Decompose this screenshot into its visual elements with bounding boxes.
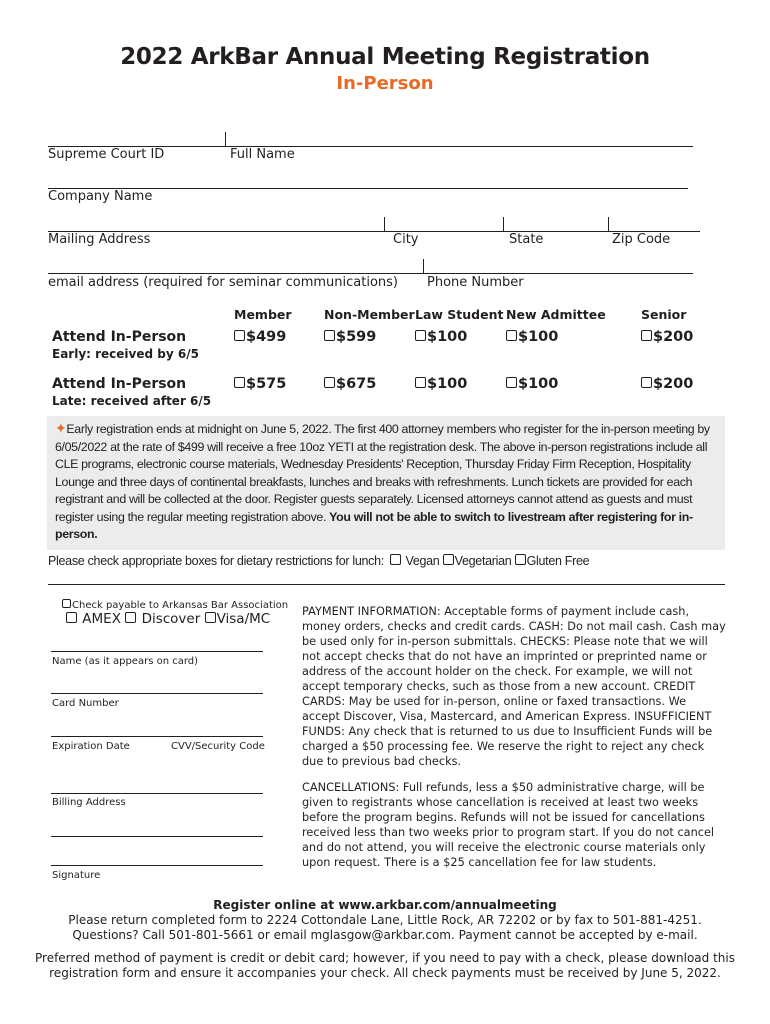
email-label: email address (required for seminar communications) xyxy=(48,275,398,290)
billing-address-label: Billing Address xyxy=(52,797,126,808)
field-divider xyxy=(384,217,385,231)
price-option[interactable]: $599 xyxy=(324,329,376,345)
row-note-late: Late: received after 6/5 xyxy=(52,394,212,408)
row-note-early: Early: received by 6/5 xyxy=(52,347,199,361)
price-option[interactable]: $100 xyxy=(506,329,558,345)
price-option[interactable]: $200 xyxy=(641,329,693,345)
checkbox-icon xyxy=(443,554,454,565)
diet-option-gluten-free[interactable]: Gluten Free xyxy=(515,554,590,568)
star-icon: ✦ xyxy=(55,420,67,436)
full-name-label: Full Name xyxy=(230,147,295,162)
expiration-cvv-field[interactable] xyxy=(51,736,263,737)
preferred-payment-text-1: Preferred method of payment is credit or debit card; however, if you need to pay with a check, please download this xyxy=(35,951,735,965)
return-form-text: Please return completed form to 2224 Cottondale Lane, Little Rock, AR 72202 or by fax to 501-881-4251. xyxy=(68,913,702,927)
section-divider xyxy=(48,584,725,585)
checkbox-icon xyxy=(234,330,245,341)
row-label-late: Attend In-Person xyxy=(52,376,187,392)
checkbox-icon xyxy=(62,599,71,608)
field-divider xyxy=(423,259,424,273)
checkbox-icon xyxy=(205,612,216,623)
checkbox-icon xyxy=(324,330,335,341)
questions-text: Questions? Call 501-801-5661 or email mglasgow@arkbar.com. Payment cannot be accepted by e-mail. xyxy=(72,928,698,942)
state-label: State xyxy=(509,232,544,247)
company-name-label: Company Name xyxy=(48,189,153,204)
checkbox-icon xyxy=(125,612,136,623)
price-option[interactable]: $100 xyxy=(415,329,467,345)
price-option[interactable]: $200 xyxy=(641,376,693,392)
zip-code-label: Zip Code xyxy=(612,232,671,247)
diet-option-vegan[interactable]: Vegan xyxy=(390,554,439,568)
checkbox-icon xyxy=(390,554,401,565)
card-option-amex[interactable]: AMEX xyxy=(66,611,121,627)
signature-field[interactable] xyxy=(51,865,263,866)
supreme-court-id-label: Supreme Court ID xyxy=(48,147,165,162)
price-option[interactable]: $499 xyxy=(234,329,286,345)
signature-label: Signature xyxy=(52,870,101,881)
checkbox-icon xyxy=(66,612,77,623)
cvv-label: CVV/Security Code xyxy=(171,741,265,752)
diet-option-vegetarian[interactable]: Vegetarian xyxy=(443,554,512,568)
card-number-label: Card Number xyxy=(52,698,119,709)
checkbox-icon xyxy=(641,330,652,341)
notice-emphasis: You will not be able to switch to livestream after registering for in-person. xyxy=(55,509,693,541)
card-number-field[interactable] xyxy=(51,693,263,694)
col-non-member: Non-Member xyxy=(324,307,415,322)
city-label: City xyxy=(393,232,419,247)
billing-address-field[interactable] xyxy=(51,793,263,794)
col-law-student: Law Student xyxy=(415,307,504,322)
name-on-card-field[interactable] xyxy=(51,651,263,652)
col-member: Member xyxy=(234,307,292,322)
payment-info-text: PAYMENT INFORMATION: Acceptable forms of payment include cash, money orders, checks and credit cards. CASH: Do not mail cash. Cash may be used only for in-person submittals. CHECKS: Please note that we will not accept checks that do not have an imprinted or preprinted name or address of the account holder on the check. For example, we will not accept temporary checks, such as those from a new account. CREDIT CARDS: May be used for in-person, online or faxed transactions. We accept Discover, Visa, Mastercard, and American Express. INSUFFICIENT FUNDS: Any check that is returned to us due to Insufficient Funds will be charged a $50 processing fee. We reserve the right to reject any check due to previous bad checks. xyxy=(302,605,726,768)
checkbox-icon xyxy=(415,377,426,388)
checkbox-icon xyxy=(641,377,652,388)
dietary-section xyxy=(48,554,589,568)
checkbox-icon xyxy=(515,554,526,565)
check-payable-option[interactable]: Check payable to Arkansas Bar Association xyxy=(62,599,288,611)
cancellations-text: CANCELLATIONS: Full refunds, less a $50 administrative charge, will be given to registrants whose cancellation is received at least two weeks before the program begins. Refunds will not be issued for cancellations received less than two weeks prior to program start. If you do not cancel and do not attend, you will receive the electronic course materials only upon request. There is a $25 cancellation fee for law students. xyxy=(302,781,715,869)
price-option[interactable]: $575 xyxy=(234,376,286,392)
dietary-prompt: Please check appropriate boxes for dietary restrictions for lunch: xyxy=(48,554,384,568)
email-field[interactable] xyxy=(48,273,693,274)
card-option-visa-mc[interactable]: Visa/MC xyxy=(205,611,271,627)
field-divider xyxy=(225,132,226,146)
page-subtitle: In-Person xyxy=(336,73,434,94)
price-option[interactable]: $100 xyxy=(415,376,467,392)
col-new-admittee: New Admittee xyxy=(506,307,606,322)
price-option[interactable]: $100 xyxy=(506,376,558,392)
preferred-payment-text-2: registration form and ensure it accompanies your check. All check payments must be received by June 5, 2022. xyxy=(49,966,721,980)
col-senior: Senior xyxy=(641,307,687,322)
card-type-options xyxy=(66,611,270,627)
checkbox-icon xyxy=(234,377,245,388)
page-title: 2022 ArkBar Annual Meeting Registration xyxy=(120,44,650,70)
billing-address-line-2[interactable] xyxy=(51,836,263,837)
name-on-card-label: Name (as it appears on card) xyxy=(52,656,199,667)
early-registration-notice xyxy=(47,416,725,550)
expiration-label: Expiration Date xyxy=(52,741,130,752)
checkbox-icon xyxy=(506,330,517,341)
field-divider xyxy=(503,217,504,231)
checkbox-icon xyxy=(324,377,335,388)
phone-label: Phone Number xyxy=(427,275,524,290)
field-divider xyxy=(608,217,609,231)
price-option[interactable]: $675 xyxy=(324,376,376,392)
row-label-early: Attend In-Person xyxy=(52,329,187,345)
notice-text: Early registration ends at midnight on June 5, 2022. The first 400 attorney members who register for the in-person meeting by 6/05/2022 at the rate of $499 will receive a free 10oz YETI at the registration desk. The above in-person registrations include all CLE programs, electronic course materials, Wednesday Presidents' Reception, Thursday Friday Firm Reception, Hospitality Lounge and three days of continental breakfasts, lunches and breaks with refreshments. Lunch tickets are provided for each registrant and will be collected at the door. Register guests separately. Licensed attorneys cannot attend as guests and must register using the regular meeting registration above. xyxy=(55,422,710,524)
register-online-link[interactable]: Register online at www.arkbar.com/annualmeeting xyxy=(213,898,557,912)
payment-information xyxy=(302,604,726,870)
checkbox-icon xyxy=(506,377,517,388)
card-option-discover[interactable]: Discover xyxy=(125,611,200,627)
checkbox-icon xyxy=(415,330,426,341)
mailing-address-label: Mailing Address xyxy=(48,232,151,247)
